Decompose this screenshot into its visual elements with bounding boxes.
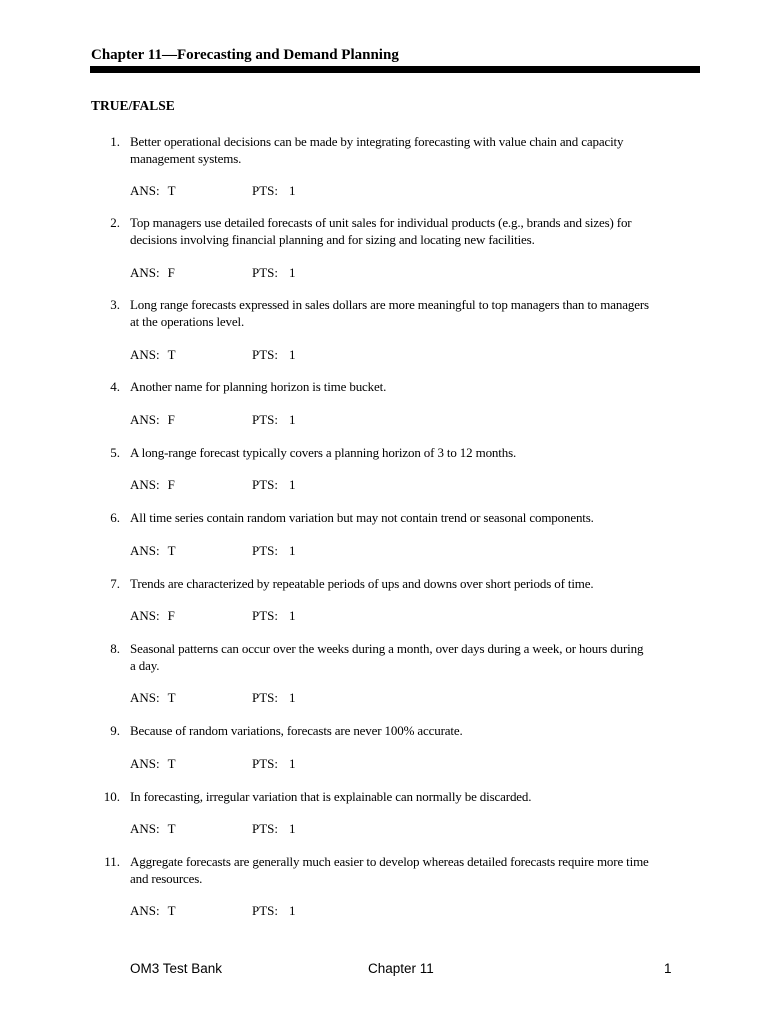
- section-heading: TRUE/FALSE: [91, 98, 175, 113]
- points: [252, 820, 296, 837]
- points-label: PTS:: [252, 412, 279, 427]
- answer: [130, 689, 176, 706]
- answer-value: F: [167, 412, 175, 427]
- answer: [130, 182, 176, 199]
- question-number: 4.: [110, 379, 120, 394]
- answer-label: ANS:: [130, 903, 160, 918]
- points-label: PTS:: [252, 265, 279, 280]
- question-text: a day.: [130, 658, 160, 673]
- answer-label: ANS:: [130, 183, 160, 198]
- question-text: Long range forecasts expressed in sales dollars are more meaningful to top managers than to managers: [130, 297, 649, 312]
- answer: [130, 476, 175, 493]
- points-label: PTS:: [252, 903, 279, 918]
- points: [252, 902, 296, 919]
- answer-label: ANS:: [130, 347, 160, 362]
- question-number: 1.: [110, 134, 120, 149]
- points-value: 1: [289, 347, 296, 362]
- question-number: 6.: [110, 510, 120, 525]
- points-label: PTS:: [252, 543, 279, 558]
- points: [252, 607, 296, 624]
- answer-label: ANS:: [130, 756, 160, 771]
- question-text: and resources.: [130, 871, 203, 886]
- points-label: PTS:: [252, 347, 279, 362]
- footer-left: OM3 Test Bank: [130, 961, 223, 976]
- question-text: Another name for planning horizon is time bucket.: [130, 379, 387, 394]
- question-text: Top managers use detailed forecasts of unit sales for individual products (e.g., brands and sizes) for: [130, 215, 632, 230]
- points-value: 1: [289, 690, 296, 705]
- points-label: PTS:: [252, 183, 279, 198]
- points: [252, 411, 296, 428]
- question-number: 9.: [110, 723, 120, 738]
- question-text: decisions involving financial planning and for sizing and locating new facilities.: [130, 232, 535, 247]
- answer-value: T: [167, 183, 176, 198]
- question-text: A long-range forecast typically covers a planning horizon of 3 to 12 months.: [130, 445, 517, 460]
- points-label: PTS:: [252, 821, 279, 836]
- question-text: Better operational decisions can be made by integrating forecasting with value chain and capacity: [130, 134, 624, 149]
- points-value: 1: [289, 608, 296, 623]
- question-text: All time series contain random variation but may not contain trend or seasonal components.: [130, 510, 594, 525]
- answer-value: F: [167, 608, 175, 623]
- answer-label: ANS:: [130, 608, 160, 623]
- answer-label: ANS:: [130, 543, 160, 558]
- question-text: Aggregate forecasts are generally much easier to develop whereas detailed forecasts require more time: [130, 854, 649, 869]
- answer-label: ANS:: [130, 265, 160, 280]
- question-text: Because of random variations, forecasts are never 100% accurate.: [130, 723, 463, 738]
- question-text: at the operations level.: [130, 314, 245, 329]
- answer: [130, 607, 175, 624]
- answer: [130, 755, 176, 772]
- question-number: 10.: [103, 789, 120, 804]
- answer: [130, 820, 176, 837]
- question-text: Trends are characterized by repeatable periods of ups and downs over short periods of time.: [130, 576, 594, 591]
- answer-label: ANS:: [130, 412, 160, 427]
- question-number: 11.: [104, 854, 120, 869]
- page-number: 1: [664, 961, 672, 976]
- answer: [130, 346, 176, 363]
- answer-value: T: [167, 756, 176, 771]
- points: [252, 689, 296, 706]
- points-label: PTS:: [252, 477, 279, 492]
- answer-value: T: [167, 690, 176, 705]
- question-number: 8.: [110, 641, 120, 656]
- answer: [130, 542, 176, 559]
- points-value: 1: [289, 543, 296, 558]
- question-text: In forecasting, irregular variation that is explainable can normally be discarded.: [130, 789, 532, 804]
- question-number: 3.: [110, 297, 120, 312]
- points: [252, 755, 296, 772]
- answer-value: F: [167, 477, 175, 492]
- points-value: 1: [289, 903, 296, 918]
- points-label: PTS:: [252, 608, 279, 623]
- answer-label: ANS:: [130, 690, 160, 705]
- points: [252, 264, 296, 281]
- answer-value: T: [167, 903, 176, 918]
- points-label: PTS:: [252, 690, 279, 705]
- points-value: 1: [289, 477, 296, 492]
- answer: [130, 411, 175, 428]
- points-value: 1: [289, 265, 296, 280]
- points-value: 1: [289, 756, 296, 771]
- points-value: 1: [289, 183, 296, 198]
- points: [252, 346, 296, 363]
- question-number: 7.: [110, 576, 120, 591]
- points-value: 1: [289, 412, 296, 427]
- question-text: management systems.: [130, 151, 242, 166]
- question-text: Seasonal patterns can occur over the weeks during a month, over days during a week, or hours during: [130, 641, 644, 656]
- points: [252, 182, 296, 199]
- footer-center: Chapter 11: [368, 961, 434, 976]
- answer-label: ANS:: [130, 821, 160, 836]
- question-number: 2.: [110, 215, 120, 230]
- answer: [130, 902, 176, 919]
- answer-value: T: [167, 347, 176, 362]
- points-label: PTS:: [252, 756, 279, 771]
- points-value: 1: [289, 821, 296, 836]
- question-number: 5.: [110, 445, 120, 460]
- points: [252, 476, 296, 493]
- answer-label: ANS:: [130, 477, 160, 492]
- answer: [130, 264, 175, 281]
- page-title: Chapter 11—Forecasting and Demand Planning: [91, 47, 399, 63]
- answer-value: T: [167, 543, 176, 558]
- answer-value: T: [167, 821, 176, 836]
- answer-value: F: [167, 265, 175, 280]
- points: [252, 542, 296, 559]
